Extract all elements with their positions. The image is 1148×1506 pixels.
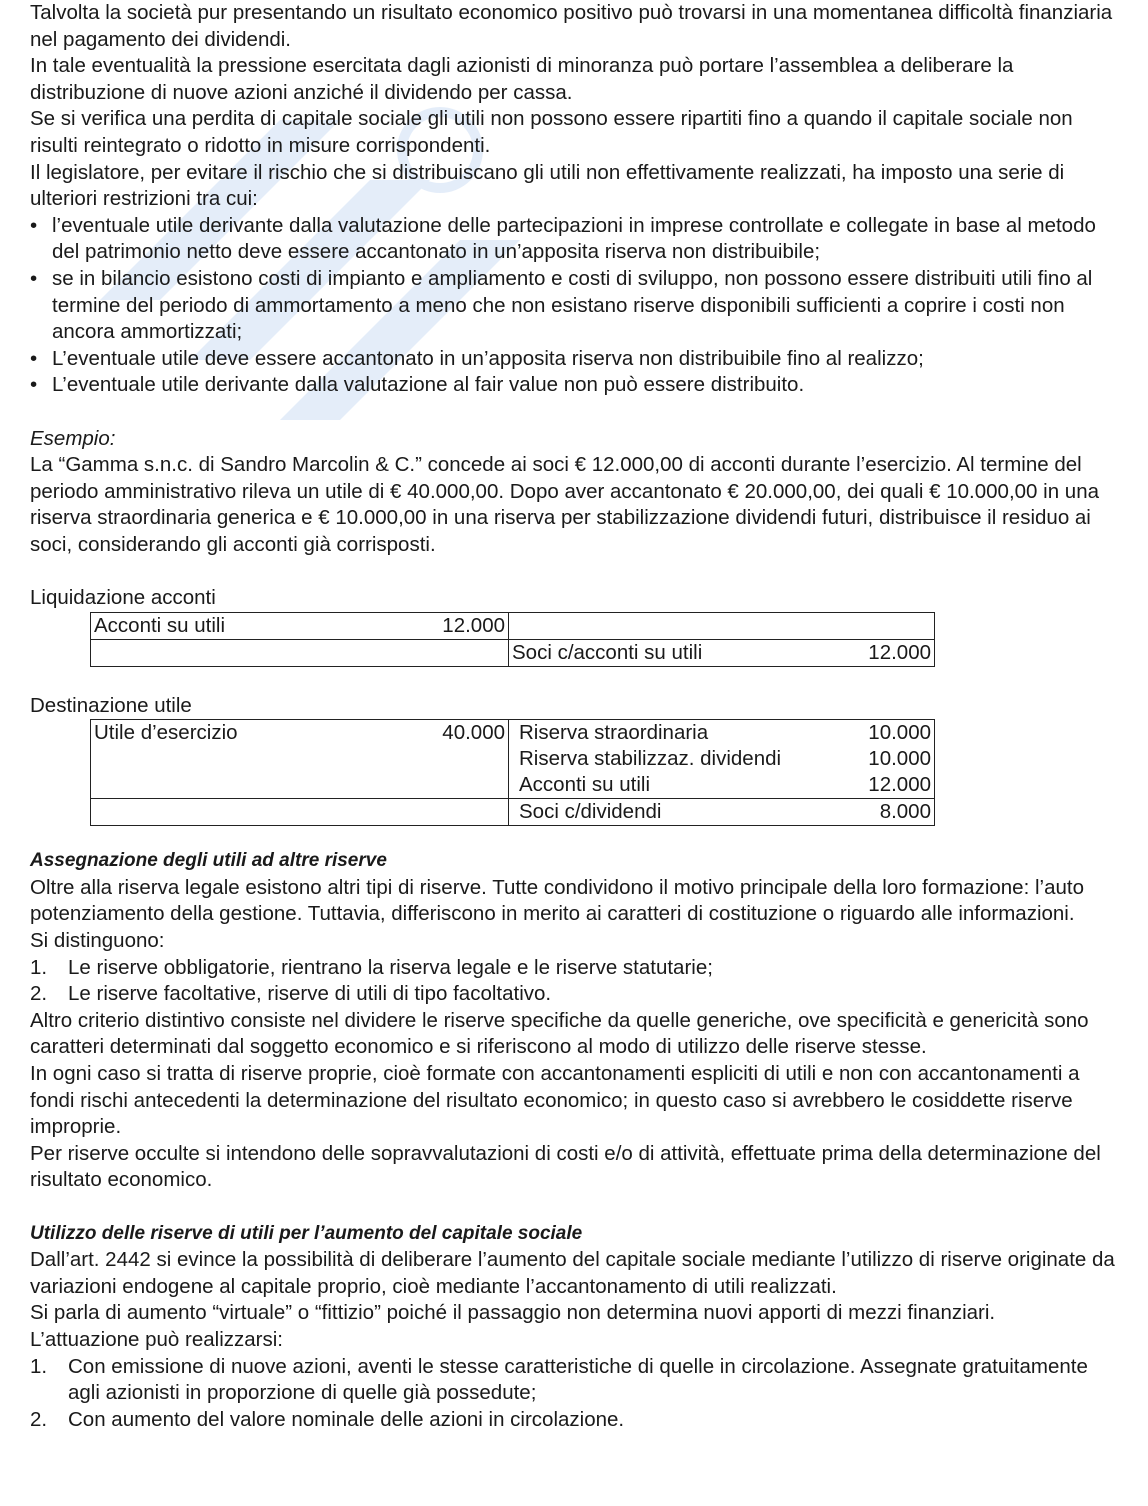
list-item: 1. Le riserve obbligatorie, rientrano la riserva legale e le riserve statutarie; bbox=[30, 955, 713, 979]
list-item: 2. Con aumento del valore nominale delle azioni in circolazione. bbox=[30, 1407, 625, 1431]
table-row bbox=[91, 639, 935, 666]
destinazione-title: Destinazione utile bbox=[30, 693, 192, 717]
list-item: • l’eventuale utile derivante dalla valutazione delle partecipazioni in imprese controllate e collegate in base al metodo del patrimonio netto deve essere accantonato in un’apposita riserva non distribuibile; bbox=[30, 213, 1120, 266]
credit-amount: 8.000 bbox=[831, 799, 935, 826]
body-paragraph: Dall’art. 2442 si evince la possibilità di deliberare l’aumento del capitale sociale mediante l’utilizzo di riserve originate da variazioni endogene al capitale proprio, cioè mediante l’accantonamento di utili realizzati. bbox=[30, 1248, 1115, 1298]
list-item: • L’eventuale utile derivante dalla valutazione al fair value non può essere distribuito. bbox=[30, 372, 1120, 399]
table-row bbox=[91, 612, 935, 639]
intro-paragraph-4: Il legislatore, per evitare il rischio che si distribuiscano gli utili non effettivamente realizzati, ha imposto una serie di ulteriori restrizioni tra cui: bbox=[30, 160, 1065, 211]
body-paragraph: Per riserve occulte si intendono delle sopravvalutazioni di costi e/o di attività, effettuate prima della determinazione del risultato economico. bbox=[30, 1141, 1101, 1192]
table-row bbox=[91, 799, 935, 826]
list-item: • L’eventuale utile deve essere accantonato in un’apposita riserva non distribuibile fino al realizzo; bbox=[30, 346, 1120, 373]
table-row bbox=[91, 746, 935, 772]
debit-account: Acconti su utili bbox=[91, 612, 419, 639]
intro-paragraph-1: Talvolta la società pur presentando un risultato economico positivo può trovarsi in una momentanea difficoltà finanziaria nel pagamento dei dividendi. bbox=[30, 1, 1113, 51]
body-paragraph: Si parla di aumento “virtuale” o “fittizio” poiché il passaggio non determina nuovi apporti di mezzi finanziari. bbox=[30, 1301, 996, 1325]
document-page bbox=[30, 0, 1120, 1433]
list-item: 1. Con emissione di nuove azioni, aventi le stesse caratteristiche di quelle in circolazione. Assegnate gratuitamente agli azionisti in proporzione di quelle già possedute; bbox=[30, 1354, 1088, 1405]
body-paragraph: L’attuazione può realizzarsi: bbox=[30, 1327, 283, 1351]
debit-account: Utile d’esercizio bbox=[91, 720, 419, 747]
table-row bbox=[91, 720, 935, 747]
reserves-list bbox=[30, 955, 1120, 1008]
credit-account: Riserva stabilizzaz. dividendi bbox=[519, 747, 782, 771]
example-label: Esempio: bbox=[30, 426, 116, 450]
liquidazione-table bbox=[90, 612, 935, 667]
credit-account: Acconti su utili bbox=[519, 773, 651, 797]
credit-account: Riserva straordinaria bbox=[509, 720, 831, 747]
body-paragraph: Oltre alla riserva legale esistono altri tipi di riserve. Tutte condividono il motivo principale della loro formazione: l’auto potenziamento della gestione. Tuttavia, differiscono in merito ai caratteri di costituzione o riguardo alle informazioni. bbox=[30, 875, 1084, 926]
list-item: • se in bilancio esistono costi di impianto e ampliamento e costi di sviluppo, non possono essere distribuiti utili fino al termine del periodo di ammortamento a meno che non esistano riserve disponibili sufficienti a coprire i costi non ancora ammortizzati; bbox=[30, 266, 1120, 346]
debit-amount: 12.000 bbox=[419, 612, 509, 639]
credit-amount: 10.000 bbox=[831, 746, 935, 772]
section-title-capital-increase: Utilizzo delle riserve di utili per l’aumento del capitale sociale bbox=[30, 1222, 583, 1244]
body-paragraph: Altro criterio distintivo consiste nel dividere le riserve specifiche da quelle generiche, ove specificità e genericità sono caratteri determinati dal soggetto economico e si riferiscono al modo di utilizzo delle riserve stesse. bbox=[30, 1008, 1089, 1059]
debit-amount: 40.000 bbox=[419, 720, 509, 747]
credit-amount: 12.000 bbox=[831, 772, 935, 799]
credit-amount: 10.000 bbox=[831, 720, 935, 747]
restrictions-list bbox=[30, 213, 1120, 399]
body-paragraph: Si distinguono: bbox=[30, 929, 165, 953]
credit-account: Soci c/dividendi bbox=[509, 799, 831, 826]
implementation-list bbox=[30, 1354, 1120, 1434]
intro-paragraph-3: Se si verifica una perdita di capitale sociale gli utili non possono essere ripartiti fino a quando il capitale sociale non risulti reintegrato o ridotto in misure corrispondenti. bbox=[30, 107, 1073, 157]
example-text: La “Gamma s.n.c. di Sandro Marcolin & C.” concede ai soci € 12.000,00 di acconti durante l’esercizio. Al termine del periodo amministrativo rileva un utile di € 40.000,00. Dopo aver accantonato € 20.000,00, dei quali € 10.000,00 in una riserva straordinaria generica e € 10.000,00 in una riserva per stabilizzazione dividendi futuri, distribuisce il residuo ai soci, considerando gli acconti già corrisposti. bbox=[30, 453, 1100, 556]
liquidazione-title: Liquidazione acconti bbox=[30, 586, 216, 610]
credit-amount: 12.000 bbox=[831, 639, 935, 666]
list-item: 2. Le riserve facoltative, riserve di utili di tipo facoltativo. bbox=[30, 982, 552, 1006]
body-paragraph: In ogni caso si tratta di riserve proprie, cioè formate con accantonamenti espliciti di utili e non con accantonamenti a fondi rischi antecedenti la determinazione del risultato economico; in questo caso si avrebbero le cosiddette riserve improprie. bbox=[30, 1062, 1080, 1139]
credit-account: Soci c/acconti su utili bbox=[509, 639, 831, 666]
table-row bbox=[91, 772, 935, 799]
destinazione-table bbox=[90, 719, 935, 826]
intro-paragraph-2: In tale eventualità la pressione esercitata dagli azionisti di minoranza può portare l’assemblea a deliberare la distribuzione di nuove azioni anziché il dividendo per cassa. bbox=[30, 54, 1014, 104]
section-title-other-reserves: Assegnazione degli utili ad altre riserve bbox=[30, 850, 387, 872]
